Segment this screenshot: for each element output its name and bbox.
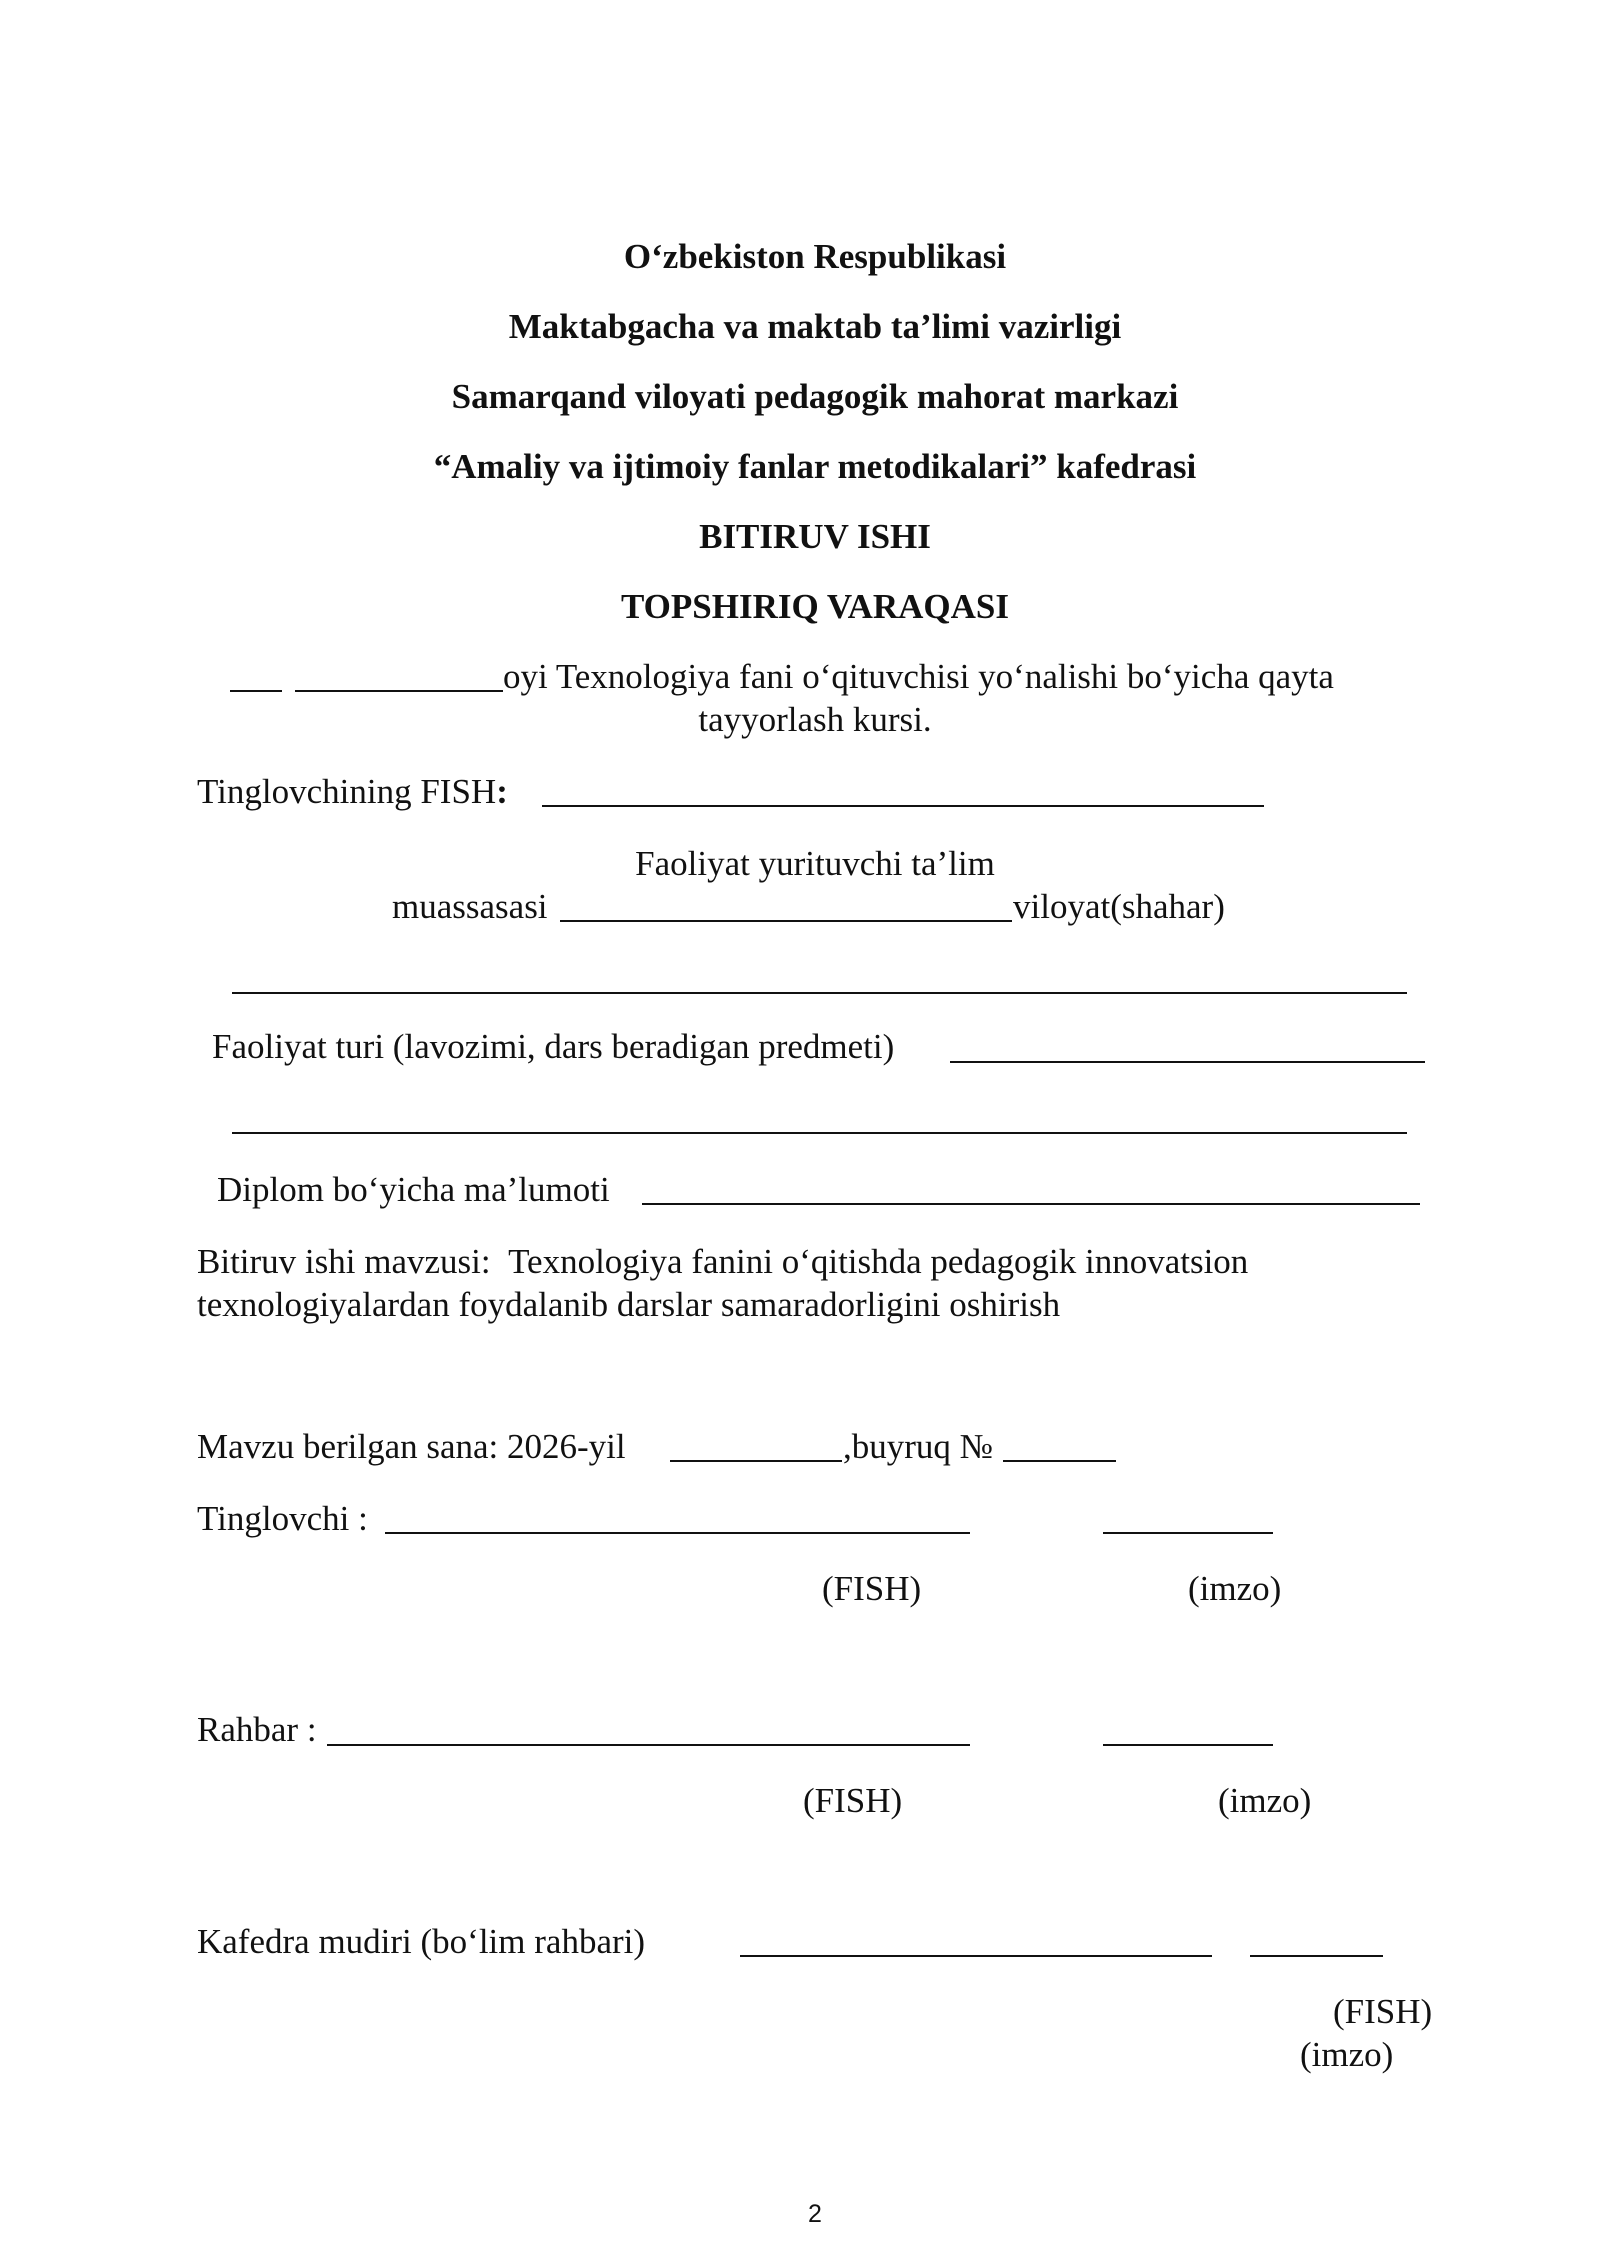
date-label: Mavzu berilgan sana: 2026-yil xyxy=(197,1427,626,1466)
document-title: BITIRUV ISHI xyxy=(699,517,931,556)
head-sign-imzo-field[interactable] xyxy=(1250,1955,1383,1957)
ministry-heading: Maktabgacha va maktab ta’limi vazirligi xyxy=(508,307,1122,346)
head-sign-fish-field[interactable] xyxy=(740,1955,1212,1957)
activity-extra-field[interactable] xyxy=(232,1132,1407,1134)
institution-line-1: Faoliyat yurituvchi ta’lim xyxy=(635,844,995,883)
supervisor-sign-imzo-field[interactable] xyxy=(1103,1744,1273,1746)
supervisor-imzo-caption: (imzo) xyxy=(1218,1781,1312,1820)
month-blank[interactable] xyxy=(295,690,503,692)
listener-imzo-caption: (imzo) xyxy=(1188,1569,1282,1608)
listener-sign-imzo-field[interactable] xyxy=(1103,1532,1273,1534)
topic-text-1: Texnologiya fanini o‘qitishda pedagogik innovatsion xyxy=(508,1242,1249,1281)
listener-fish-label: Tinglovchining FISH xyxy=(197,772,497,811)
order-number-field[interactable] xyxy=(1003,1460,1116,1462)
page-number: 2 xyxy=(808,2200,822,2228)
institution-field[interactable] xyxy=(560,920,1012,922)
listener-sign-fish-field[interactable] xyxy=(385,1532,970,1534)
supervisor-sign-label: Rahbar : xyxy=(197,1710,317,1749)
activity-field[interactable] xyxy=(950,1061,1425,1063)
diploma-label: Diplom bo‘yicha ma’lumoti xyxy=(217,1170,610,1209)
course-line-2: tayyorlash kursi. xyxy=(698,700,932,739)
supervisor-fish-caption: (FISH) xyxy=(803,1781,903,1820)
institution-extra-field[interactable] xyxy=(232,992,1407,994)
center-heading: Samarqand viloyati pedagogik mahorat markazi xyxy=(451,377,1179,416)
listener-fish-field[interactable] xyxy=(542,805,1264,807)
listener-fish-caption: (FISH) xyxy=(822,1569,922,1608)
head-imzo-caption: (imzo) xyxy=(1300,2035,1394,2074)
head-fish-caption: (FISH) xyxy=(1333,1992,1433,2031)
listener-fish-row xyxy=(197,770,508,814)
institution-suffix: viloyat(shahar) xyxy=(1013,887,1225,926)
order-label: ,buyruq № xyxy=(843,1427,994,1466)
institution-label: muassasasi xyxy=(392,887,548,926)
document-subtitle: TOPSHIRIQ VARAQASI xyxy=(620,587,1010,626)
listener-sign-label: Tinglovchi : xyxy=(197,1499,368,1538)
supervisor-sign-fish-field[interactable] xyxy=(327,1744,970,1746)
topic-line-1 xyxy=(197,1240,1248,1284)
day-blank[interactable] xyxy=(230,690,282,692)
date-field[interactable] xyxy=(670,1460,842,1462)
diploma-field[interactable] xyxy=(642,1203,1420,1205)
course-line-1: oyi Texnologiya fani o‘qituvchisi yo‘nalishi bo‘yicha qayta xyxy=(503,657,1334,696)
listener-fish-colon: : xyxy=(496,772,508,811)
head-sign-label: Kafedra mudiri (bo‘lim rahbari) xyxy=(197,1922,646,1961)
department-heading: “Amaliy va ijtimoiy fanlar metodikalari” kafedrasi xyxy=(433,447,1197,486)
topic-label: Bitiruv ishi mavzusi: xyxy=(197,1242,491,1281)
activity-label: Faoliyat turi (lavozimi, dars beradigan predmeti) xyxy=(212,1027,895,1066)
country-heading: O‘zbekiston Respublikasi xyxy=(623,237,1007,276)
topic-line-2: texnologiyalardan foydalanib darslar samaradorligini oshirish xyxy=(197,1285,1061,1324)
